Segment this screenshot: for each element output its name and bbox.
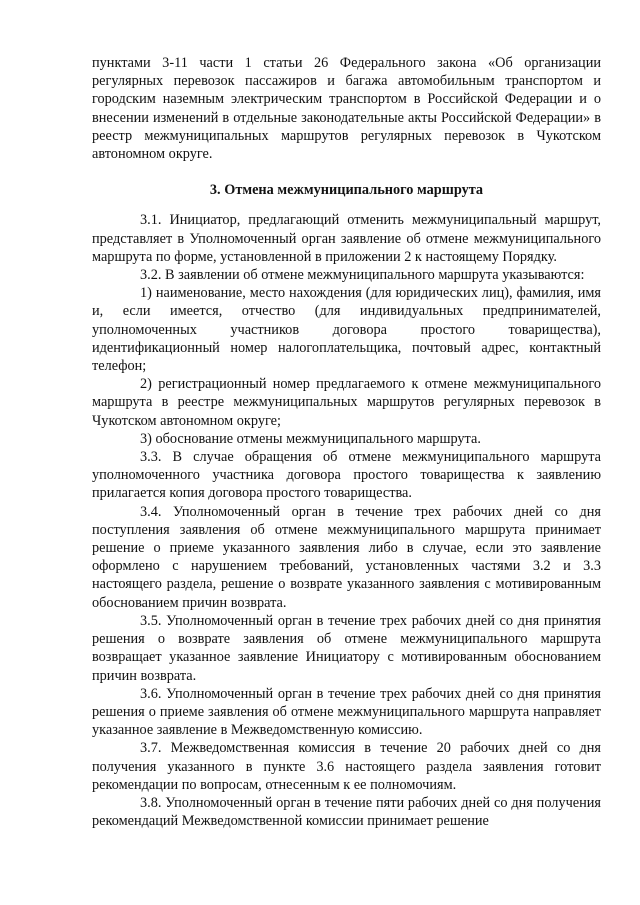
paragraph-3-2: 3.2. В заявлении об отмене межмуниципального маршрута указываются:: [140, 267, 585, 284]
section-heading: 3. Отмена межмуниципального маршрута: [209, 182, 484, 199]
paragraph-3-5: 3.5. Уполномоченный орган в течение трех рабочих дней со дня принятия решения о возврате заявления об отмене межмуниципального маршрута возвращает указанное заявление Инициатору с мотивированным обоснованием причин возврата.: [92, 612, 601, 684]
paragraph-3-3: 3.3. В случае обращения об отмене межмуниципального маршрута уполномоченного участника договора простого товарищества к заявлению прилагается копия договора простого товарищества.: [92, 449, 601, 502]
list-item-2: 2) регистрационный номер предлагаемого к отмене межмуниципального маршрута в реестре межмуниципальных маршрутов регулярных перевозок в Чукотском автономном округе;: [92, 376, 601, 429]
paragraph-3-6: 3.6. Уполномоченный орган в течение трех рабочих дней со дня принятия решения о приеме заявления об отмене межмуниципального маршрута направляет указанное заявление в Межведомственную комиссию.: [92, 685, 601, 739]
paragraph-3-4: 3.4. Уполномоченный орган в течение трех рабочих дней со дня поступления заявления об отмене межмуниципального маршрута принимает решение о приеме указанного заявления либо в случае, если это заявление оформлено с нарушением требований, установленных частями 3.2 и 3.3 настоящего раздела, решение о возврате указанного заявления с мотивированным обоснованием причин возврата.: [92, 503, 601, 611]
list-item-3: 3) обоснование отмены межмуниципального маршрута.: [140, 430, 481, 447]
intro-paragraph: пунктами 3-11 части 1 статьи 26 Федерального закона «Об организации регулярных перевозок пассажиров и багажа автомобильным транспортом и городским наземным электрическим транспортом в Российской Федерации и о внесении изменений в отдельные законодательные акты Российской Федерации» в реестр межмуниципальных маршрутов регулярных перевозок в Чукотском автономном округе.: [92, 55, 601, 163]
paragraph-3-7: 3.7. Межведомственная комиссия в течение 20 рабочих дней со дня получения указанного в пункте 3.6 настоящего раздела заявления готовит рекомендации по вопросам, отнесенным к ее полномочиям.: [92, 740, 601, 793]
list-item-1: 1) наименование, место нахождения (для юридических лиц), фамилия, имя и, если имеется, отчество (для индивидуальных предпринимателей, уполномоченных участников договора простого товарищества), идентификационный номер налогоплательщика, почтовый адрес, контактный телефон;: [92, 285, 601, 375]
document-body: [92, 54, 601, 830]
paragraph-3-1: 3.1. Инициатор, предлагающий отменить межмуниципальный маршрут, представляет в Уполномоченный орган заявление об отмене межмуниципального маршрута по форме, установленной в приложении 2 к настоящему Порядку.: [92, 212, 601, 265]
paragraph-3-8: 3.8. Уполномоченный орган в течение пяти рабочих дней со дня получения рекомендаций Межведомственной комиссии принимает решение: [92, 794, 601, 830]
